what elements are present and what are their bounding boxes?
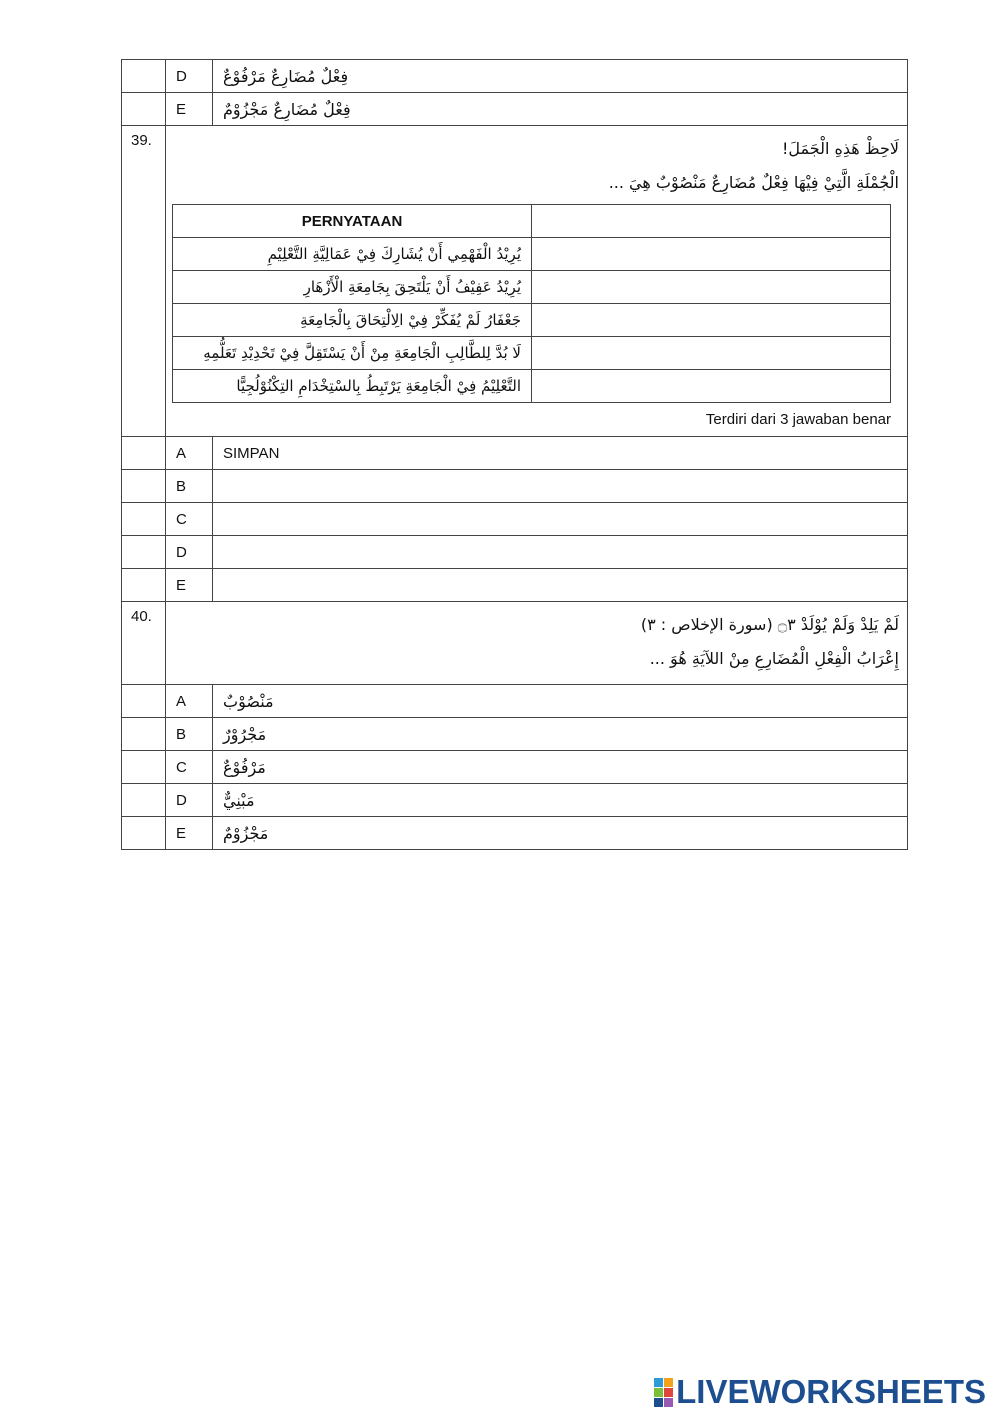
q40-question-body [166, 602, 908, 685]
empty-cell [122, 751, 166, 784]
empty-cell [122, 470, 166, 503]
statement-2: يُرِيْدُ عَفِيْفُ أَنْ يَلْتَحِقَ بِجَامِعَةِ الْأَزْهَارِ [173, 271, 532, 304]
option-letter: C [166, 503, 213, 536]
empty-cell [122, 60, 166, 93]
q40-option-c-text[interactable] [213, 751, 908, 784]
empty-cell [122, 784, 166, 817]
statement-answer-cell[interactable] [532, 238, 891, 271]
question-table [121, 59, 908, 850]
statement-header: PERNYATAAN [173, 205, 532, 238]
empty-cell [122, 93, 166, 126]
logo-text: LIVEWORKSHEETS [676, 1373, 986, 1410]
statement-answer-cell[interactable] [532, 370, 891, 403]
logo-mark-icon [654, 1378, 673, 1407]
answer-text: فِعْلٌ مُضَارِعٌ مَرْفُوْعٌ [223, 66, 349, 86]
answer-text: مَنْصُوْبٌ [223, 691, 274, 711]
q39-instruction: لَاحِظْ هَذِهِ الْجَمَلَ! [781, 139, 899, 158]
logo-square [654, 1388, 663, 1397]
q38-option-e-row [122, 93, 908, 126]
statement-answer-cell[interactable] [532, 337, 891, 370]
q40-option-e-row [122, 817, 908, 850]
q39-option-b-row [122, 470, 908, 503]
empty-cell [122, 437, 166, 470]
q40-option-a-text[interactable] [213, 685, 908, 718]
q39-option-e-text[interactable] [213, 569, 908, 602]
logo-square [664, 1378, 673, 1387]
q39-question-body [166, 126, 908, 437]
answer-count-note: Terdiri dari 3 jawaban benar [705, 411, 891, 428]
answer-text: مَبْنِيٌّ [223, 790, 255, 810]
option-letter: B [166, 470, 213, 503]
option-letter: E [166, 817, 213, 850]
q40-verse: لَمْ يَلِدْ وَلَمْ يُوْلَدْ ۝٣ (سورة الإخلاص : ٣) [640, 615, 899, 634]
answer-text: مَجْرُوْرٌ [223, 724, 267, 744]
q40-option-a-row [122, 685, 908, 718]
q40-question-text: إِعْرَابُ الْفِعْلِ الْمُضَارِعِ مِنْ اللآيَةِ هُوَ ... [649, 649, 899, 668]
option-letter: B [166, 718, 213, 751]
q39-option-a-row [122, 437, 908, 470]
option-letter: E [166, 93, 213, 126]
q39-option-e-row [122, 569, 908, 602]
q38-option-d-text[interactable] [213, 60, 908, 93]
answer-text: مَجْزُوْمٌ [223, 823, 269, 843]
statement-4: لَا بُدَّ لِلطَّالِبِ الْجَامِعَةِ مِنْ أَنْ يَسْتَقِلَّ فِيْ تَحْدِيْدِ تَعَلُّمِهِ [173, 337, 532, 370]
option-letter: A [166, 685, 213, 718]
statement-1: يُرِيْدُ الْفَهْمِي أَنْ يُشَارِكَ فِيْ عَمَالِيَّةِ التَّعْلِيْمِ [173, 238, 532, 271]
empty-cell [122, 536, 166, 569]
empty-cell [122, 503, 166, 536]
simpan-option[interactable]: SIMPAN [213, 437, 908, 470]
option-letter: E [166, 569, 213, 602]
answer-text: فِعْلٌ مُضَارِعٌ مَجْزُوْمٌ [223, 99, 351, 119]
logo-square [664, 1388, 673, 1397]
empty-cell [122, 718, 166, 751]
q39-question-row [122, 126, 908, 437]
answer-text: مَرْفُوْعٌ [223, 757, 266, 777]
q39-option-d-row [122, 536, 908, 569]
q38-option-d-row [122, 60, 908, 93]
statement-5: التَّعْلِيْمُ فِيْ الْجَامِعَةِ يَرْتَبِطُ بِالسْتِخْدَامِ التِكْنُوْلُجِيًّا [173, 370, 532, 403]
statement-header-empty [532, 205, 891, 238]
q39-option-c-text[interactable] [213, 503, 908, 536]
option-letter: D [166, 536, 213, 569]
q39-question-text: الْجُمْلَةِ الَّتِيْ فِيْهَا فِعْلٌ مُضَارِعٌ مَنْصُوْبٌ هِيَ ... [608, 173, 899, 192]
option-letter: D [166, 784, 213, 817]
empty-cell [122, 569, 166, 602]
q39-option-c-row [122, 503, 908, 536]
question-number: 39. [122, 126, 166, 437]
q39-option-d-text[interactable] [213, 536, 908, 569]
question-number: 40. [122, 602, 166, 685]
option-letter: A [166, 437, 213, 470]
q40-question-row [122, 602, 908, 685]
liveworksheets-logo[interactable] [654, 1373, 986, 1411]
q40-option-b-row [122, 718, 908, 751]
logo-square [664, 1398, 673, 1407]
option-letter: D [166, 60, 213, 93]
empty-cell [122, 685, 166, 718]
q40-option-e-text[interactable] [213, 817, 908, 850]
q40-option-c-row [122, 751, 908, 784]
q40-option-d-text[interactable] [213, 784, 908, 817]
statement-3: جَعْفَارُ لَمْ يُفَكِّرْ فِيْ الِالْتِحَاقَ بِالْجَامِعَةِ [173, 304, 532, 337]
logo-square [654, 1378, 663, 1387]
logo-square [654, 1398, 663, 1407]
option-letter: C [166, 751, 213, 784]
empty-cell [122, 817, 166, 850]
q39-option-b-text[interactable] [213, 470, 908, 503]
q40-option-d-row [122, 784, 908, 817]
statement-answer-cell[interactable] [532, 304, 891, 337]
statement-table [172, 204, 891, 403]
q38-option-e-text[interactable] [213, 93, 908, 126]
statement-answer-cell[interactable] [532, 271, 891, 304]
q40-option-b-text[interactable] [213, 718, 908, 751]
